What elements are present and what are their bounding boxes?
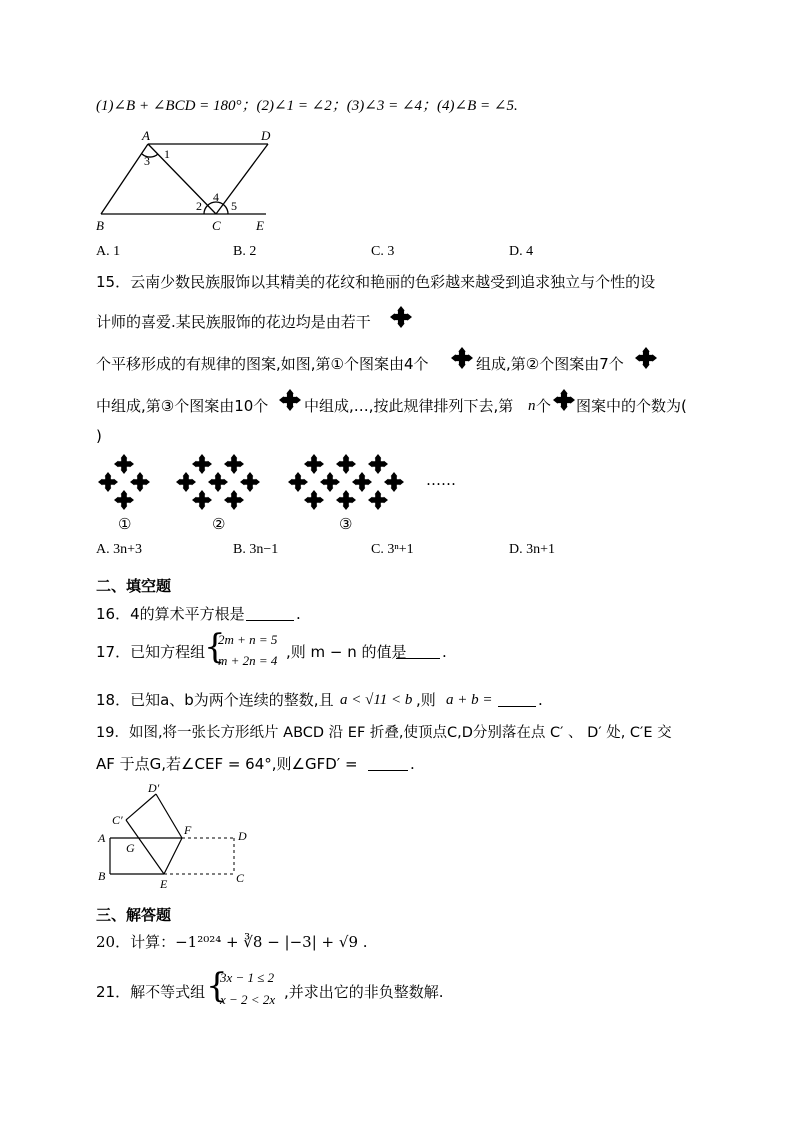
q15-fig-label-1: ①	[118, 515, 132, 533]
angle-2: 2	[196, 199, 202, 213]
q17-brace: {	[204, 627, 226, 667]
q15-line1: 15．云南少数民族服饰以其精美的花纹和艳丽的色彩越来越受到追求独立与个性的设	[96, 273, 656, 291]
q19-answer-blank[interactable]	[368, 756, 408, 771]
q19-line1: 19．如图,将一张长方形纸片 ABCD 沿 EF 折叠,使顶点C,D分别落在点 C′ 、 D′ 处, C′E 交	[96, 725, 672, 741]
q18-answer-blank[interactable]	[498, 692, 536, 707]
pattern-cross-icon	[192, 490, 212, 510]
q17-eq1: 2m + n = 5	[218, 632, 278, 647]
q21-eq2: x − 2 < 2x	[220, 992, 276, 1007]
q14-option-a[interactable]: A. 1	[96, 244, 121, 259]
cross-pattern-icon	[552, 388, 576, 416]
angle-5: 5	[231, 199, 237, 213]
label-E: E	[256, 218, 264, 233]
cross-pattern-icon	[634, 346, 658, 374]
pattern-cross-icon	[240, 472, 260, 492]
q17-pre: 17．已知方程组	[96, 643, 206, 661]
q15-option-a[interactable]: A. 3n+3	[96, 542, 143, 557]
pattern-cross-icon	[336, 454, 356, 474]
pattern-cross-icon	[336, 490, 356, 510]
q21-eq1: 3x − 1 ≤ 2	[220, 970, 275, 985]
q15-line4c: 个	[536, 397, 552, 415]
q16-text: 16．4的算术平方根是	[96, 605, 245, 623]
label-D-prime: D′	[148, 781, 160, 795]
q14-option-b[interactable]: B. 2	[233, 244, 257, 259]
pattern-cross-icon	[224, 454, 244, 474]
q15-line4b: 中组成,…,按此规律排列下去,第	[304, 397, 514, 415]
pattern-cross-icon	[192, 454, 212, 474]
q21-pre: 21．解不等式组	[96, 983, 206, 1001]
q18-pre: 18．已知a、b为两个连续的整数,且	[96, 691, 334, 709]
label-E: E	[160, 877, 168, 891]
q15-line4d: 图案中的个数为(	[576, 397, 687, 415]
label-D: D	[261, 128, 271, 143]
pattern-cross-icon	[384, 472, 404, 492]
q18-expr: a < √11 < b	[340, 692, 413, 708]
pattern-cross-icon	[208, 472, 228, 492]
q18-mid: ,则	[416, 691, 436, 709]
q15-line2: 计师的喜爱.某民族服饰的花边均是由若干	[96, 313, 371, 331]
q14-option-d[interactable]: D. 4	[509, 244, 534, 259]
pattern-cross-icon	[98, 472, 118, 492]
label-C: C	[212, 218, 221, 233]
q16-answer-blank[interactable]	[246, 606, 294, 621]
q20-text: 20．计算：−1²⁰²⁴ + ∛8 − |−3| + √9 .	[96, 933, 368, 951]
pattern-cross-icon	[304, 490, 324, 510]
cross-pattern-icon	[278, 388, 302, 416]
q18-expr2: a + b =	[446, 692, 493, 708]
q14-conditions: (1)∠B + ∠BCD = 180°；(2)∠1 = ∠2；(3)∠3 = ∠4；(4)∠B = ∠5.	[96, 98, 518, 114]
q15-option-d[interactable]: D. 3n+1	[509, 542, 556, 557]
q15-n: n	[528, 398, 536, 414]
pattern-cross-icon	[368, 454, 388, 474]
q17-eq2: m + 2n = 4	[218, 653, 278, 668]
cross-pattern-icon	[389, 305, 413, 333]
pattern-cross-icon	[288, 472, 308, 492]
label-F: F	[184, 823, 192, 837]
label-B: B	[98, 869, 106, 883]
angle-3: 3	[144, 154, 150, 168]
q16-end: .	[296, 605, 301, 623]
q17-answer-blank[interactable]	[396, 644, 440, 659]
q15-line3a: 个平移形成的有规律的图案,如图,第①个图案由4个	[96, 355, 429, 373]
pattern-cross-icon	[320, 472, 340, 492]
q14-parallelogram-figure	[96, 128, 276, 238]
q19-fold-figure	[96, 782, 256, 892]
pattern-cross-icon	[114, 454, 134, 474]
pattern-cross-icon	[368, 490, 388, 510]
label-D: D	[238, 829, 247, 843]
q18-end: .	[538, 691, 543, 709]
q19-line2: AF 于点G,若∠CEF = 64°,则∠GFD′ =	[96, 755, 358, 773]
angle-4: 4	[213, 190, 219, 204]
label-B: B	[96, 218, 104, 233]
pattern-cross-icon	[352, 472, 372, 492]
q15-option-b[interactable]: B. 3n−1	[233, 542, 279, 557]
label-G: G	[126, 841, 135, 855]
q15-line3b: 组成,第②个图案由7个	[476, 355, 624, 373]
q15-ellipsis: ……	[426, 471, 456, 489]
cross-pattern-icon	[450, 346, 474, 374]
pattern-cross-icon	[224, 490, 244, 510]
q15-fig-label-3: ③	[339, 515, 353, 533]
pattern-cross-icon	[176, 472, 196, 492]
pattern-cross-icon	[304, 454, 324, 474]
q17-end: .	[442, 643, 447, 661]
q15-line5: )	[96, 427, 102, 445]
q15-option-c[interactable]: C. 3ⁿ+1	[371, 542, 414, 557]
q15-fig-label-2: ②	[212, 515, 226, 533]
label-C-prime: C′	[112, 813, 123, 827]
q15-pattern-figure	[96, 452, 466, 512]
q21-brace: {	[206, 966, 228, 1006]
q19-end: .	[410, 755, 415, 773]
q17-post: ,则 m − n 的值是	[286, 643, 407, 661]
q14-option-c[interactable]: C. 3	[371, 244, 395, 259]
q15-line4a: 中组成,第③个图案由10个	[96, 397, 269, 415]
section-solve-heading: 三、解答题	[96, 906, 172, 924]
angle-1: 1	[164, 147, 170, 161]
label-A: A	[142, 128, 150, 143]
label-C: C	[236, 871, 245, 885]
section-fill-in-heading: 二、填空题	[96, 577, 172, 595]
pattern-cross-icon	[114, 490, 134, 510]
label-A: A	[98, 831, 106, 845]
q21-post: ,并求出它的非负整数解.	[284, 983, 444, 1001]
pattern-cross-icon	[130, 472, 150, 492]
